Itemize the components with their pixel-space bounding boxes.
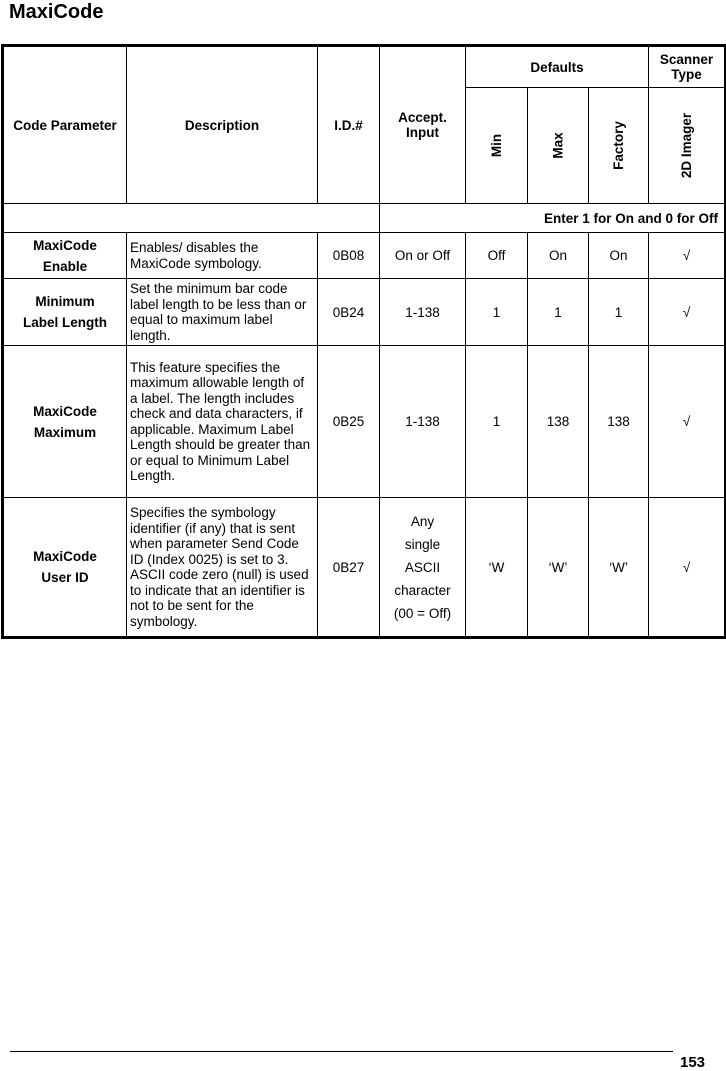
note-cell: Enter 1 for On and 0 for Off [380, 204, 726, 233]
header-min-label: Min [489, 133, 504, 158]
table-row [3, 498, 726, 638]
param-cell [3, 346, 127, 498]
param-cell [3, 279, 127, 346]
header-code-parameter: Code Parameter [3, 46, 127, 204]
min-cell: 1 [466, 346, 528, 498]
parameter-table [1, 44, 726, 639]
header-factory [589, 88, 649, 204]
max-cell: 1 [528, 279, 589, 346]
header-imager [649, 88, 726, 204]
min-cell: 1 [466, 279, 528, 346]
header-accept-input: Accept. Input [380, 46, 466, 204]
imager-check-cell: √ [649, 279, 726, 346]
description-cell: This feature specifies the maximum allowable length of a label. The length includes check and data characters, if applicable. Maximum Label Length should be greater than or equal to Minimum Label Length. [127, 346, 318, 498]
header-description: Description [127, 46, 318, 204]
note-row [3, 204, 726, 233]
param-name-line2: Label Length [23, 315, 107, 330]
accept-cell: 1-138 [380, 279, 466, 346]
header-imager-label: 2D Imager [679, 112, 695, 179]
param-name-line2: Enable [42, 258, 88, 274]
accept-line: single [404, 536, 441, 552]
param-name-line1: MaxiCode [33, 403, 97, 419]
param-name-line2: Maximum [33, 424, 97, 440]
accept-line: (00 = Off) [393, 605, 452, 621]
id-cell: 0B08 [318, 233, 380, 279]
imager-check-cell: √ [649, 233, 726, 279]
page-title: MaxiCode [9, 1, 104, 23]
factory-cell: On [589, 233, 649, 279]
id-cell: 0B25 [318, 346, 380, 498]
description-cell: Set the minimum bar code label length to be less than or equal to maximum label length. [127, 279, 318, 346]
accept-cell [380, 498, 466, 638]
accept-line: character [394, 582, 451, 598]
header-max [528, 88, 589, 204]
table-row [3, 346, 726, 498]
header-min [466, 88, 528, 204]
header-defaults: Defaults [466, 46, 649, 88]
param-cell [3, 233, 127, 279]
table-row [3, 233, 726, 279]
param-name-line1: MaxiCode [33, 549, 97, 564]
description-cell: Enables/ disables the MaxiCode symbology. [127, 233, 318, 279]
imager-check-cell: √ [649, 346, 726, 498]
accept-line: Any [410, 513, 435, 529]
min-cell: ‘W [466, 498, 528, 638]
table-row [3, 279, 726, 346]
factory-cell: ‘W’ [589, 498, 649, 638]
param-name-line2: User ID [41, 570, 89, 585]
imager-check-cell: √ [649, 498, 726, 638]
factory-cell: 138 [589, 346, 649, 498]
header-id: I.D.# [318, 46, 380, 204]
factory-cell: 1 [589, 279, 649, 346]
footer-divider [10, 1051, 673, 1052]
description-cell: Specifies the symbology identifier (if any) that is sent when parameter Send Code ID (Index 0025) is set to 3. ASCII code zero (null) is used to indicate that an identifier is not to be sent for the symbology. [127, 498, 318, 638]
header-factory-label: Factory [611, 121, 627, 170]
id-cell: 0B24 [318, 279, 380, 346]
param-name-line1: MaxiCode [33, 237, 97, 253]
max-cell: 138 [528, 346, 589, 498]
note-blank-cell [3, 204, 380, 233]
max-cell: ‘W’ [528, 498, 589, 638]
param-cell [3, 498, 127, 638]
accept-cell: 1-138 [380, 346, 466, 498]
max-cell: On [528, 233, 589, 279]
header-max-label: Max [550, 132, 566, 159]
accept-line: ASCII [404, 559, 441, 575]
param-name-line1: Minimum [35, 294, 95, 309]
header-row [3, 46, 726, 88]
header-scanner-type: Scanner Type [649, 46, 726, 88]
min-cell: Off [466, 233, 528, 279]
page-number: 153 [680, 1054, 706, 1071]
id-cell: 0B27 [318, 498, 380, 638]
accept-cell: On or Off [380, 233, 466, 279]
